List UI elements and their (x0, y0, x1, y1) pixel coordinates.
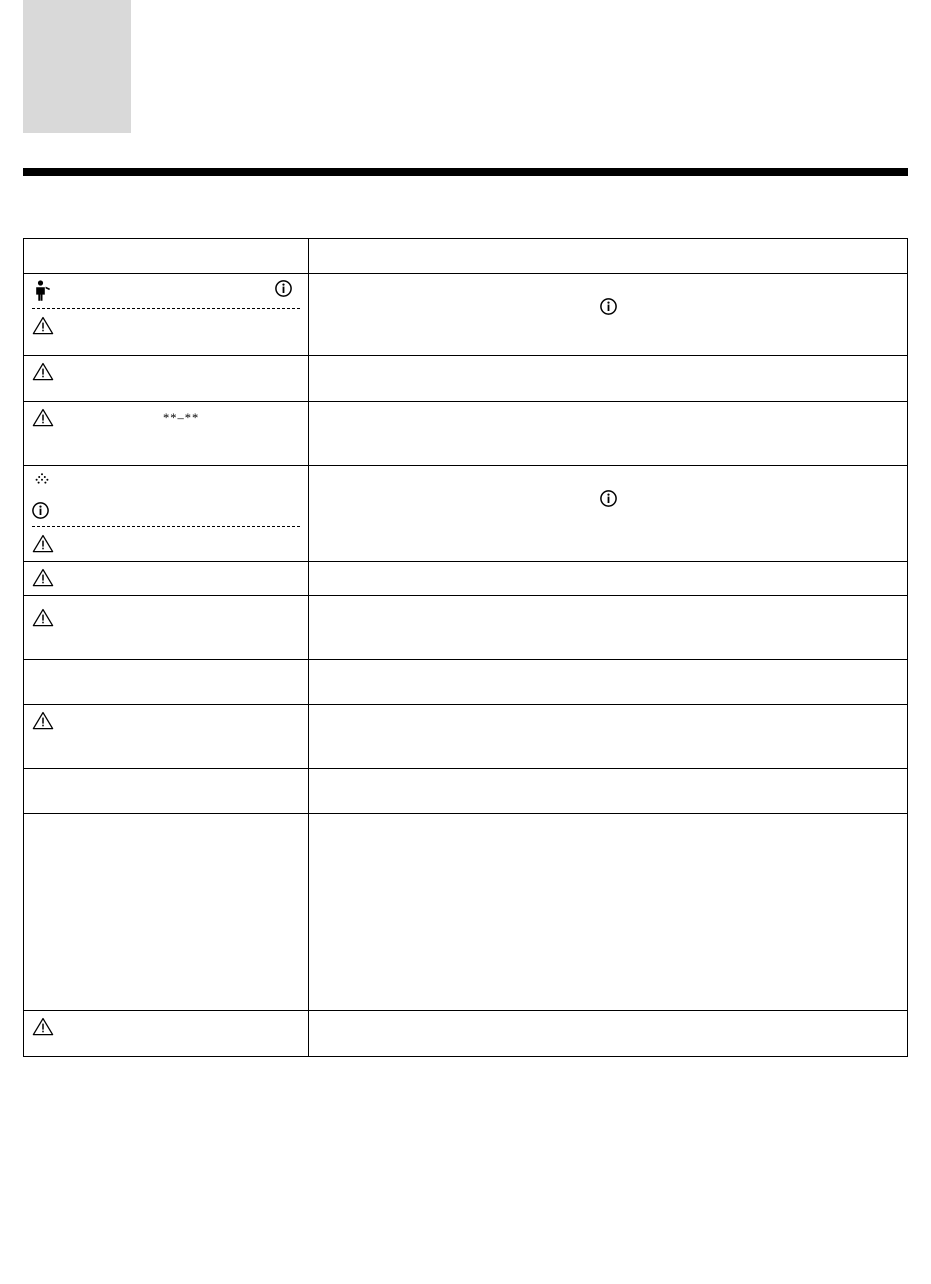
symbol-cell (24, 562, 309, 596)
info-icon (275, 280, 292, 297)
description-cell (309, 466, 908, 562)
header-color-swatch (23, 0, 131, 133)
symbol-cell (24, 596, 309, 660)
symbol-line (32, 711, 300, 730)
description-cell (309, 596, 908, 660)
symbol-line (32, 608, 300, 627)
info-icon (600, 490, 617, 507)
dots-icon (32, 472, 52, 490)
description-cell (309, 660, 908, 705)
symbol-line (32, 502, 300, 519)
description-cell (309, 705, 908, 769)
description-cell (309, 769, 908, 814)
description-cell (309, 356, 908, 402)
description-text-centered (317, 490, 899, 509)
description-cell (309, 562, 908, 596)
symbol-line (32, 280, 300, 301)
page-header (0, 0, 931, 140)
description-text-centered (317, 298, 899, 317)
table-row (24, 402, 908, 466)
table-row (24, 274, 908, 356)
table-row (24, 596, 908, 660)
symbol-cell (24, 769, 309, 814)
symbol-cell (24, 814, 309, 1011)
table-row (24, 769, 908, 814)
warning-triangle-icon (32, 1017, 54, 1036)
symbol-cell (24, 274, 309, 356)
table-row (24, 466, 908, 562)
symbol-line (32, 534, 300, 553)
symbol-line (32, 1017, 300, 1036)
description-cell (309, 814, 908, 1011)
symbol-cell (24, 660, 309, 705)
symbol-range-label: **–** (163, 411, 200, 425)
symbols-table (23, 238, 908, 1057)
warning-triangle-icon (32, 608, 54, 627)
table-row (24, 814, 908, 1011)
header-divider-rule (23, 168, 908, 176)
warning-triangle-icon (32, 408, 54, 427)
info-icon (600, 298, 617, 315)
symbol-line (32, 408, 300, 427)
warning-triangle-icon (32, 568, 54, 587)
table-row (24, 1011, 908, 1057)
symbol-line (32, 362, 300, 381)
column-header-description (309, 239, 908, 274)
symbol-cell (24, 356, 309, 402)
symbol-cell (24, 1011, 309, 1057)
info-icon (32, 502, 49, 519)
table-row (24, 562, 908, 596)
warning-triangle-icon (32, 711, 54, 730)
description-cell (309, 274, 908, 356)
warning-triangle-icon (32, 362, 54, 381)
symbol-line (32, 472, 300, 490)
symbol-cell (24, 466, 309, 562)
column-header-symbol (24, 239, 309, 274)
symbol-line (32, 568, 300, 587)
table-row (24, 356, 908, 402)
description-cell (309, 402, 908, 466)
symbol-cell (24, 705, 309, 769)
symbol-cell-divider (32, 526, 300, 527)
symbol-cell-divider (32, 308, 300, 309)
table-row (24, 660, 908, 705)
description-cell (309, 1011, 908, 1057)
table-header-row (24, 239, 908, 274)
person-icon (32, 280, 52, 301)
warning-triangle-icon (32, 534, 54, 553)
symbol-cell (24, 402, 309, 466)
warning-triangle-icon (32, 316, 54, 335)
table-row (24, 705, 908, 769)
symbol-line (32, 316, 300, 335)
